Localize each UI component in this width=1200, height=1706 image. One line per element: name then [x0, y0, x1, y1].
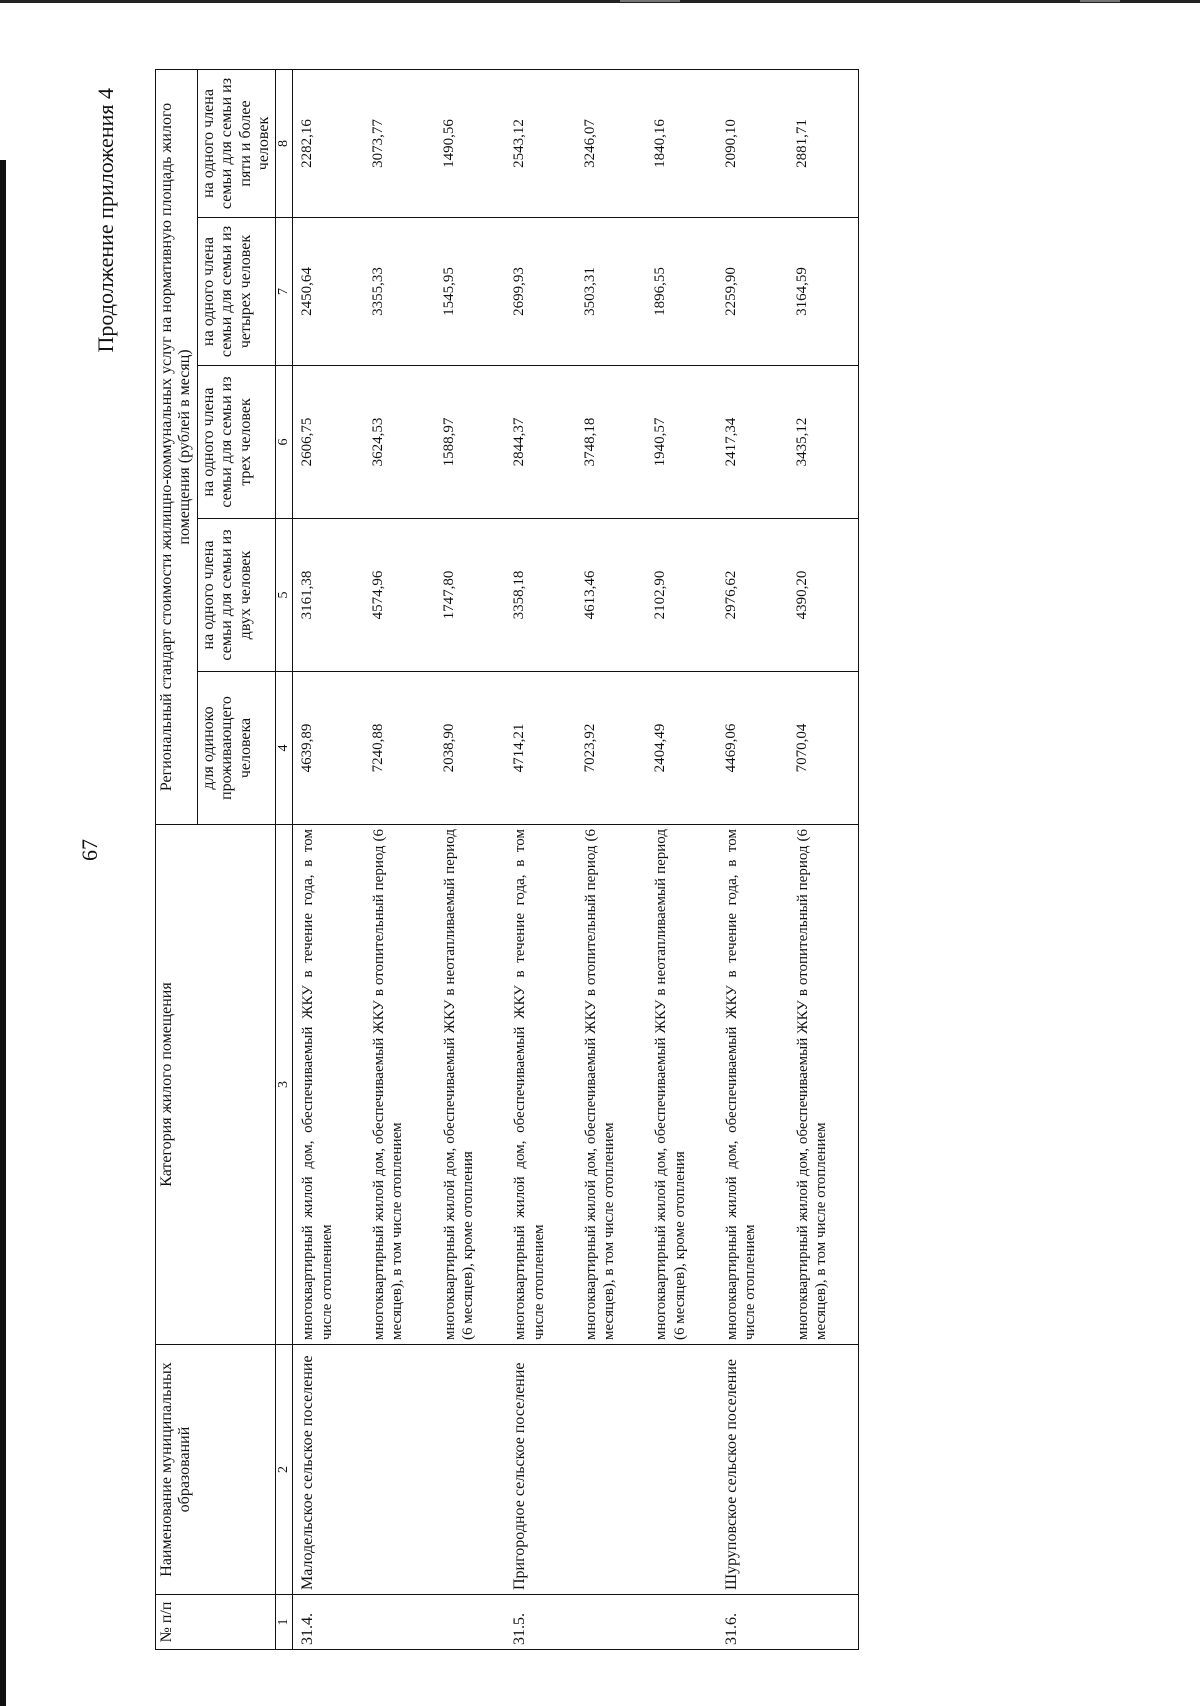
housing-category: многоквартирный жилой дом, обеспечиваемый ЖКУ в отопительный период (6 месяцев), в том числе отоплением [364, 825, 435, 1345]
value-family-4: 2699,93 [505, 218, 576, 366]
value-family-3: 2844,37 [505, 366, 576, 519]
row-number [788, 1595, 859, 1650]
value-family-5plus: 1490,56 [435, 69, 506, 217]
value-family-2: 4390,20 [788, 519, 859, 672]
row-number [364, 1595, 435, 1650]
value-family-5plus: 2090,10 [717, 69, 788, 217]
column-number: 1 [276, 1595, 293, 1650]
header-col7: на одного члена семьи для семьи из четырех человек [197, 218, 276, 366]
value-family-2: 1747,80 [435, 519, 506, 672]
value-family-3: 1588,97 [435, 366, 506, 519]
header-col4: для одиноко проживающего человека [197, 672, 276, 825]
column-number: 8 [276, 69, 293, 217]
value-single: 7070,04 [788, 672, 859, 825]
value-family-4: 3164,59 [788, 218, 859, 366]
row-number: 31.4. [293, 1595, 364, 1650]
row-number: 31.6. [717, 1595, 788, 1650]
table-row [788, 69, 859, 1649]
value-single: 7023,92 [576, 672, 647, 825]
value-family-4: 1545,95 [435, 218, 506, 366]
housing-category: многоквартирный жилой дом, обеспечиваемый ЖКУ в отопительный период (6 месяцев), в том числе отоплением [788, 825, 859, 1345]
row-number [576, 1595, 647, 1650]
header-name: Наименование муниципальных образований [156, 1345, 276, 1595]
scan-mark [1080, 0, 1120, 2]
value-family-5plus: 2543,12 [505, 69, 576, 217]
scan-left-edge [0, 160, 6, 1706]
row-number [646, 1595, 717, 1650]
value-family-4: 2259,90 [717, 218, 788, 366]
housing-category: многоквартирный жилой дом, обеспечиваемый ЖКУ в течение года, в том числе отоплением [717, 825, 788, 1345]
value-family-3: 3624,53 [364, 366, 435, 519]
value-single: 4714,21 [505, 672, 576, 825]
value-family-5plus: 3246,07 [576, 69, 647, 217]
header-standard: Региональный стандарт стоимости жилищно-коммунальных услуг на нормативную площадь жилого помещения (рублей в месяц) [156, 69, 198, 824]
value-family-2: 3161,38 [293, 519, 364, 672]
header-col6: на одного члена семьи для семьи из трех человек [197, 366, 276, 519]
column-number: 2 [276, 1345, 293, 1595]
table-row [646, 69, 717, 1649]
municipality-name [435, 1345, 506, 1595]
value-family-3: 2606,75 [293, 366, 364, 519]
housing-category: многоквартирный жилой дом, обеспечиваемый ЖКУ в отопительный период (6 месяцев), в том числе отоплением [576, 825, 647, 1345]
appendix-continuation-title: Продолжение приложения 4 [93, 88, 118, 353]
housing-category: многоквартирный жилой дом, обеспечиваемый ЖКУ в неотапливаемый период (6 месяцев), кроме отопления [435, 825, 506, 1345]
value-family-5plus: 2881,71 [788, 69, 859, 217]
value-single: 2404,49 [646, 672, 717, 825]
value-family-5plus: 1840,16 [646, 69, 717, 217]
value-family-2: 2102,90 [646, 519, 717, 672]
value-family-4: 3503,31 [576, 218, 647, 366]
value-single: 7240,88 [364, 672, 435, 825]
table-row [576, 69, 647, 1649]
municipality-name: Малодельское сельское поселение [293, 1345, 364, 1595]
scan-mark [620, 0, 680, 2]
scan-top-edge [0, 0, 1200, 3]
column-number-row [276, 69, 293, 1649]
value-family-4: 3355,33 [364, 218, 435, 366]
value-family-3: 3435,12 [788, 366, 859, 519]
municipality-name [576, 1345, 647, 1595]
value-family-4: 1896,55 [646, 218, 717, 366]
municipality-name [364, 1345, 435, 1595]
value-family-3: 1940,57 [646, 366, 717, 519]
housing-cost-table [155, 69, 859, 1650]
municipality-name: Пригородное сельское поселение [505, 1345, 576, 1595]
housing-category: многоквартирный жилой дом, обеспечиваемый ЖКУ в течение года, в том числе отоплением [293, 825, 364, 1345]
municipality-name [646, 1345, 717, 1595]
column-number: 6 [276, 366, 293, 519]
page-number: 67 [77, 839, 102, 861]
value-family-3: 2417,34 [717, 366, 788, 519]
rotated-page [77, 70, 1065, 1650]
header-num: № п/п [156, 1595, 276, 1650]
header-col8: на одного члена семьи для семьи из пяти и более человек [197, 69, 276, 217]
column-number: 5 [276, 519, 293, 672]
column-number: 3 [276, 825, 293, 1345]
value-family-5plus: 3073,77 [364, 69, 435, 217]
table-row [364, 69, 435, 1649]
housing-category: многоквартирный жилой дом, обеспечиваемый ЖКУ в неотапливаемый период (6 месяцев), кроме отопления [646, 825, 717, 1345]
header-category: Категория жилого помещения [156, 825, 276, 1345]
value-family-5plus: 2282,16 [293, 69, 364, 217]
row-number [435, 1595, 506, 1650]
housing-category: многоквартирный жилой дом, обеспечиваемый ЖКУ в течение года, в том числе отоплением [505, 825, 576, 1345]
table-row [505, 69, 576, 1649]
value-single: 4469,06 [717, 672, 788, 825]
header-col5: на одного члена семьи для семьи из двух человек [197, 519, 276, 672]
table-row [293, 69, 364, 1649]
value-family-3: 3748,18 [576, 366, 647, 519]
value-single: 4639,89 [293, 672, 364, 825]
municipality-name [788, 1345, 859, 1595]
column-number: 7 [276, 218, 293, 366]
value-family-2: 4574,96 [364, 519, 435, 672]
value-family-2: 2976,62 [717, 519, 788, 672]
table-row [717, 69, 788, 1649]
row-number: 31.5. [505, 1595, 576, 1650]
municipality-name: Шуруповское сельское поселение [717, 1345, 788, 1595]
value-family-4: 2450,64 [293, 218, 364, 366]
table-row [435, 69, 506, 1649]
value-single: 2038,90 [435, 672, 506, 825]
value-family-2: 4613,46 [576, 519, 647, 672]
value-family-2: 3358,18 [505, 519, 576, 672]
column-number: 4 [276, 672, 293, 825]
